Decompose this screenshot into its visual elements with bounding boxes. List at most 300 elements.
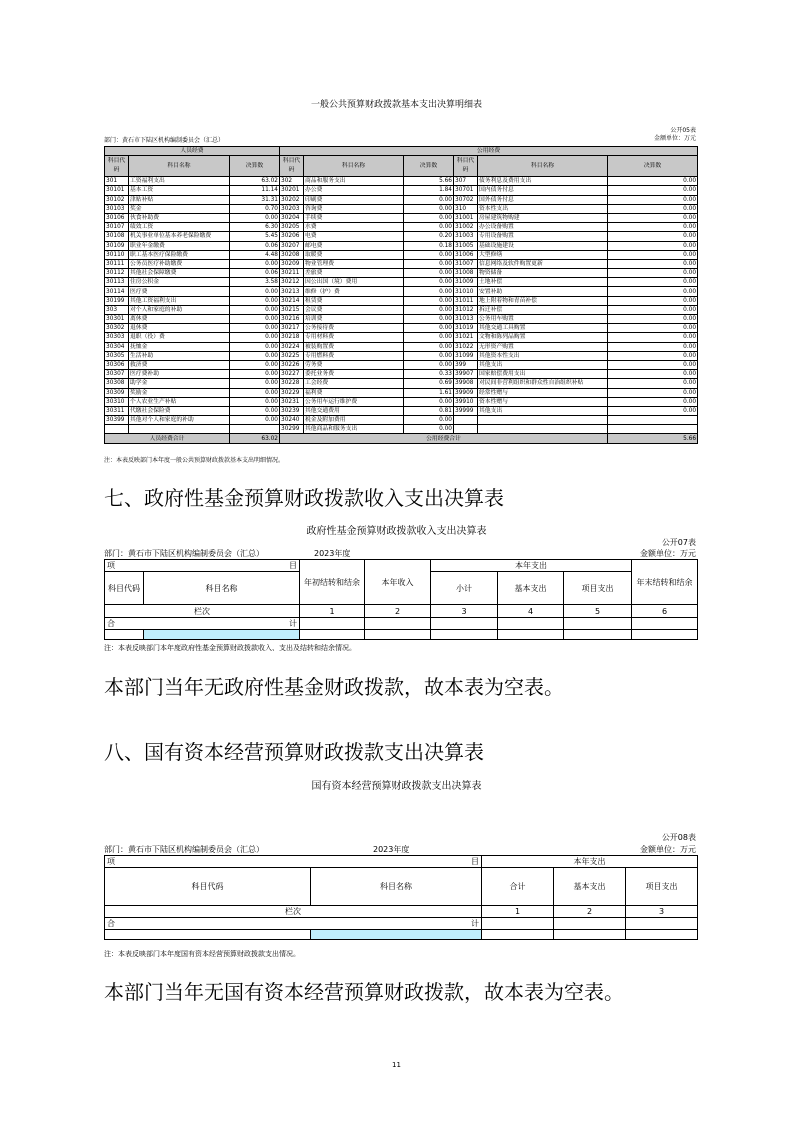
t1-cell-amount: 0.00 <box>230 397 280 406</box>
t1-cell-name: 经常性赠与 <box>478 388 608 397</box>
sec7-header-begin: 年初结转和结余 <box>300 560 365 605</box>
sec7-col-1: 1 <box>300 605 365 618</box>
sec7-col-label: 栏次 <box>105 605 300 618</box>
t1-cell-code: 399 <box>454 360 478 369</box>
t1-cell-code: 31021 <box>454 333 478 342</box>
t1-table-row <box>105 406 698 415</box>
t1-cell-amount: 0.00 <box>608 360 698 369</box>
t1-cell-amount: 0.00 <box>608 388 698 397</box>
t1-cell-code: 30225 <box>280 351 304 360</box>
sec8-title: 国有资本经营预算财政拨款支出决算表 <box>311 781 482 792</box>
sec7-cell <box>431 630 498 640</box>
t1-cell-name: 其他支出 <box>478 406 608 415</box>
t1-cell-name: 维修（护）费 <box>304 287 404 296</box>
sec8-dept: 部门：黄石市下陆区机构编制委员会（汇总） <box>104 845 264 854</box>
t1-cell-amount: 0.00 <box>608 379 698 388</box>
t1-cell-amount: 0.00 <box>404 213 454 222</box>
t1-cell-code: 30215 <box>280 305 304 314</box>
sec8-header-project: 项目支出 <box>626 868 698 906</box>
t1-cell-name: 电费 <box>304 232 404 241</box>
t1-cell-code <box>454 425 478 434</box>
t1-cell-name: 公务用车购置 <box>478 315 608 324</box>
sec7-total-label-2: 计 <box>289 619 297 628</box>
t1-cell-code: 301 <box>105 177 129 186</box>
sec7-header-subtotal: 小计 <box>431 572 498 605</box>
t1-cell-amount: 0.00 <box>230 259 280 268</box>
t1-header-code: 科目代码 <box>454 156 478 177</box>
t1-header-code: 科目代码 <box>280 156 304 177</box>
t1-cell-code: 39909 <box>454 388 478 397</box>
sec7-header-project: 项目支出 <box>564 572 632 605</box>
t1-cell-code: 30108 <box>105 232 129 241</box>
t1-cell-code: 39999 <box>454 406 478 415</box>
sec7-col-4: 4 <box>498 605 564 618</box>
sec7-header-basic: 基本支出 <box>498 572 564 605</box>
t1-cell-code: 30308 <box>105 379 129 388</box>
sec7-item-label: 项 <box>107 561 115 570</box>
t1-unit: 金额单位：万元 <box>653 135 696 142</box>
sec7-cell <box>632 630 698 640</box>
t1-cell-amount: 0.00 <box>404 204 454 213</box>
t1-cell-code: 30211 <box>280 269 304 278</box>
t1-cell-name: 房屋建筑物购建 <box>478 213 608 222</box>
t1-cell-name: 其他工资福利支出 <box>129 296 230 305</box>
t1-cell-name: 其他交通费用 <box>304 406 404 415</box>
t1-cell-name: 税金及附加费用 <box>304 416 404 425</box>
sec8-cell <box>626 918 698 930</box>
t1-cell-name: 因公出国（境）费用 <box>304 278 404 287</box>
t1-header-name: 科目名称 <box>304 156 404 177</box>
t1-cell-amount: 0.00 <box>608 232 698 241</box>
t1-cell-amount: 0.33 <box>404 370 454 379</box>
sec8-cell-highlight <box>311 930 482 940</box>
t1-cell-code: 30307 <box>105 370 129 379</box>
t1-cell-name: 住房公积金 <box>129 278 230 287</box>
t1-cell-code: 30218 <box>280 333 304 342</box>
t1-cell-amount: 0.00 <box>404 333 454 342</box>
sec8-table <box>104 855 698 940</box>
sec8-col-3: 3 <box>626 906 698 918</box>
t1-cell-name: 公务员医疗补助缴费 <box>129 259 230 268</box>
t1-cell-name: 对个人和家庭的补助 <box>129 305 230 314</box>
t1-cell-code: 30202 <box>280 195 304 204</box>
t1-cell-code: 39910 <box>454 397 478 406</box>
t1-table-row <box>105 425 698 434</box>
t1-table-row <box>105 186 698 195</box>
t1-cell-name: 抚恤金 <box>129 342 230 351</box>
t1-cell-name: 拆迁补偿 <box>478 305 608 314</box>
t1-cell-code: 302 <box>280 177 304 186</box>
t1-cell-code: 30207 <box>280 241 304 250</box>
t1-cell-code: 30208 <box>280 250 304 259</box>
t1-cell-code: 30204 <box>280 213 304 222</box>
t1-cell-amount: 0.00 <box>608 213 698 222</box>
t1-cell-amount: 0.00 <box>608 204 698 213</box>
t1-cell-name: 土地补偿 <box>478 278 608 287</box>
t1-cell-code: 30206 <box>280 232 304 241</box>
t1-table-row <box>105 223 698 232</box>
t1-cell-amount <box>608 425 698 434</box>
t1-cell-amount: 0.00 <box>404 269 454 278</box>
sec7-total-label: 合 <box>107 619 115 628</box>
t1-cell-amount: 0.00 <box>230 388 280 397</box>
t1-cell-name: 离休费 <box>129 315 230 324</box>
sec7-col-6: 6 <box>632 605 698 618</box>
t1-cell-amount: 0.00 <box>404 278 454 287</box>
t1-cell-name: 职业年金缴费 <box>129 241 230 250</box>
t1-table-row <box>105 379 698 388</box>
t1-cell-amount <box>230 425 280 434</box>
t1-total-personnel: 63.02 <box>230 434 280 443</box>
t1-cell-amount: 0.00 <box>230 416 280 425</box>
t1-cell-name: 商品和服务支出 <box>304 177 404 186</box>
sec8-total-label-2: 计 <box>471 919 479 928</box>
t1-cell-code: 30226 <box>280 360 304 369</box>
sec8-header-expense: 本年支出 <box>482 856 698 868</box>
sec8-total-label: 合 <box>107 919 115 928</box>
t1-cell-code: 30205 <box>280 223 304 232</box>
t1-cell-code: 30229 <box>280 388 304 397</box>
sec7-unit: 金额单位：万元 <box>640 549 696 558</box>
t1-header-amount: 决算数 <box>608 156 698 177</box>
t1-cell-name: 专用材料费 <box>304 333 404 342</box>
t1-title: 一般公共预算财政拨款基本支出决算明细表 <box>310 100 482 110</box>
sec7-title: 政府性基金预算财政拨款收入支出决算表 <box>306 526 487 537</box>
t1-cell-name: 无形资产购置 <box>478 342 608 351</box>
t1-cell-code: 31001 <box>454 213 478 222</box>
t1-cell-name: 专用燃料费 <box>304 351 404 360</box>
t1-cell-amount: 1.84 <box>404 186 454 195</box>
t1-cell-amount: 0.00 <box>230 379 280 388</box>
t1-cell-name: 大型修缮 <box>478 250 608 259</box>
t1-cell-amount: 0.00 <box>404 315 454 324</box>
t1-cell-amount: 5.66 <box>404 177 454 186</box>
t1-cell-amount: 0.00 <box>608 315 698 324</box>
t1-cell-name: 奖励金 <box>129 388 230 397</box>
t1-cell-code: 30114 <box>105 287 129 296</box>
t1-cell-name: 其他支出 <box>478 360 608 369</box>
t1-cell-amount: 0.00 <box>230 305 280 314</box>
t1-cell-code: 31003 <box>454 232 478 241</box>
t1-cell-name: 物资储备 <box>478 269 608 278</box>
t1-cell-amount: 0.00 <box>608 269 698 278</box>
t1-cell-amount: 0.00 <box>230 370 280 379</box>
t1-cell-amount: 0.00 <box>608 305 698 314</box>
t1-cell-code: 31010 <box>454 287 478 296</box>
t1-cell-name: 其他交通工具购置 <box>478 324 608 333</box>
t1-cell-code: 30239 <box>280 406 304 415</box>
t1-cell-amount: 0.00 <box>608 287 698 296</box>
t1-table-row <box>105 296 698 305</box>
t1-cell-name: 债务利息及费用支出 <box>478 177 608 186</box>
t1-cell-amount: 11.14 <box>230 186 280 195</box>
t1-cell-amount: 0.00 <box>230 333 280 342</box>
sec8-item-label-2: 目 <box>471 857 479 866</box>
t1-table-row <box>105 388 698 397</box>
t1-cell-name: 机关事业单位基本养老保险缴费 <box>129 232 230 241</box>
sec7-header-end: 年末结转和结余 <box>632 560 698 605</box>
sec7-col-5: 5 <box>564 605 632 618</box>
t1-cell-code: 30309 <box>105 388 129 397</box>
sec7-header-income: 本年收入 <box>365 560 431 605</box>
t1-cell-amount: 0.00 <box>404 351 454 360</box>
t1-cell-name <box>478 416 608 425</box>
t1-cell-amount: 0.00 <box>230 360 280 369</box>
t1-cell-amount: 0.69 <box>404 379 454 388</box>
t1-header-name: 科目名称 <box>478 156 608 177</box>
sec7-note: 注：本表反映部门本年度政府性基金预算财政拨款收入、支出及结转和结余情况。 <box>104 644 356 652</box>
t1-cell-amount: 0.00 <box>608 259 698 268</box>
t1-table-row <box>105 177 698 186</box>
t1-cell-code: 30107 <box>105 223 129 232</box>
t1-cell-amount: 0.00 <box>404 342 454 351</box>
t1-cell-name: 退职（役）费 <box>129 333 230 342</box>
t1-table-row <box>105 397 698 406</box>
t1-cell-name: 培训费 <box>304 315 404 324</box>
t1-cell-amount: 4.48 <box>230 250 280 259</box>
t1-cell-code: 303 <box>105 305 129 314</box>
t1-cell-code: 30217 <box>280 324 304 333</box>
t1-cell-code: 30103 <box>105 204 129 213</box>
sec8-item-header <box>105 856 482 868</box>
t1-cell-code: 31099 <box>454 351 478 360</box>
t1-cell-name: 办公费 <box>304 186 404 195</box>
sec7-year: 2023年度 <box>314 549 351 558</box>
t1-cell-amount: 0.00 <box>230 315 280 324</box>
t1-cell-code: 31012 <box>454 305 478 314</box>
t1-table-row <box>105 287 698 296</box>
sec7-code: 公开07表 <box>661 538 696 547</box>
t1-cell-name: 地上附着物和青苗补偿 <box>478 296 608 305</box>
t1-cell-name: 劳务费 <box>304 360 404 369</box>
t1-cell-amount: 0.18 <box>404 241 454 250</box>
t1-table-row <box>105 370 698 379</box>
t1-cell-name: 邮电费 <box>304 241 404 250</box>
sec7-dept: 部门：黄石市下陆区机构编制委员会（汇总） <box>104 549 264 558</box>
t1-table-row <box>105 416 698 425</box>
t1-cell-code: 39908 <box>454 379 478 388</box>
sec8-code: 公开08表 <box>661 833 696 842</box>
sec7-empty-text: 本部门当年无政府性基金财政拨款，故本表为空表。 <box>104 675 564 699</box>
t1-cell-name: 生活补助 <box>129 351 230 360</box>
t1-table-row <box>105 351 698 360</box>
t1-cell-code: 31008 <box>454 269 478 278</box>
t1-cell-amount: 0.00 <box>608 397 698 406</box>
sec8-unit: 金额单位：万元 <box>640 845 696 854</box>
t1-cell-amount: 1.61 <box>404 388 454 397</box>
t1-cell-code: 30227 <box>280 370 304 379</box>
t1-cell-amount: 0.00 <box>404 305 454 314</box>
t1-cell-code: 30101 <box>105 186 129 195</box>
t1-cell-name: 工会经费 <box>304 379 404 388</box>
t1-cell-code: 30231 <box>280 397 304 406</box>
t1-cell-amount: 0.00 <box>608 333 698 342</box>
t1-cell-code: 31007 <box>454 259 478 268</box>
t1-header-amount: 决算数 <box>230 156 280 177</box>
t1-cell-amount: 0.00 <box>608 195 698 204</box>
t1-cell-code: 30224 <box>280 342 304 351</box>
t1-cell-amount: 0.00 <box>230 287 280 296</box>
sec8-cell <box>105 930 311 940</box>
sec8-header-sum: 合计 <box>482 868 554 906</box>
t1-cell-name: 委托业务费 <box>304 370 404 379</box>
t1-cell-code: 31022 <box>454 342 478 351</box>
t1-cell-name: 伙食补助费 <box>129 213 230 222</box>
t1-cell-name: 福利费 <box>304 388 404 397</box>
sec7-item-label-2: 目 <box>289 561 297 570</box>
sec7-cell <box>300 630 365 640</box>
t1-cell-name: 手续费 <box>304 213 404 222</box>
t1-cell-name: 基础设施建设 <box>478 241 608 250</box>
t1-cell-code: 30299 <box>280 425 304 434</box>
t1-cell-code: 30301 <box>105 315 129 324</box>
t1-total-public-label: 公用经费合计 <box>280 434 608 443</box>
page-number: 11 <box>392 1061 401 1069</box>
t1-cell-name: 国外债务付息 <box>478 195 608 204</box>
t1-table-row <box>105 342 698 351</box>
t1-cell-code: 30216 <box>280 315 304 324</box>
sec7-cell <box>498 630 564 640</box>
sec8-header-code: 科目代码 <box>105 868 311 906</box>
sec8-header-basic: 基本支出 <box>554 868 626 906</box>
t1-cell-code: 30214 <box>280 296 304 305</box>
sec8-empty-text: 本部门当年无国有资本经营预算财政拨款，故本表为空表。 <box>104 980 624 1004</box>
sec8-cell <box>554 918 626 930</box>
t1-cell-amount: 0.00 <box>404 296 454 305</box>
sec7-cell <box>105 630 144 640</box>
t1-cell-amount: 0.81 <box>404 406 454 415</box>
sec7-cell <box>632 618 698 630</box>
t1-cell-name: 代缴社会保险费 <box>129 406 230 415</box>
t1-table-row <box>105 360 698 369</box>
t1-cell-code: 30209 <box>280 259 304 268</box>
t1-cell-name: 水费 <box>304 223 404 232</box>
t1-code: 公开05表 <box>670 127 696 134</box>
t1-cell-code: 30240 <box>280 416 304 425</box>
t1-total-personnel-label: 人员经费合计 <box>105 434 230 443</box>
t1-cell-amount: 0.00 <box>608 370 698 379</box>
sec7-header-name: 科目名称 <box>144 572 300 605</box>
sec7-col-3: 3 <box>431 605 498 618</box>
t1-cell-code: 31019 <box>454 324 478 333</box>
t1-cell-amount: 0.00 <box>404 324 454 333</box>
t1-cell-amount <box>608 416 698 425</box>
t1-cell-amount: 0.00 <box>404 416 454 425</box>
t1-cell-name: 物业管理费 <box>304 259 404 268</box>
t1-cell-code: 31013 <box>454 315 478 324</box>
t1-header-code: 科目代码 <box>105 156 129 177</box>
t1-cell-name: 其他对个人和家庭的补助 <box>129 416 230 425</box>
t1-cell-amount: 0.00 <box>230 406 280 415</box>
t1-cell-amount: 0.70 <box>230 204 280 213</box>
sec8-cell <box>482 930 554 940</box>
t1-cell-code: 30203 <box>280 204 304 213</box>
t1-cell-code: 30201 <box>280 186 304 195</box>
sec8-header-name: 科目名称 <box>311 868 482 906</box>
t1-cell-code: 31009 <box>454 278 478 287</box>
t1-cell-name: 医疗费 <box>129 287 230 296</box>
t1-cell-amount: 0.00 <box>404 425 454 434</box>
t1-cell-name: 助学金 <box>129 379 230 388</box>
t1-cell-amount: 0.00 <box>230 351 280 360</box>
t1-cell-amount: 0.00 <box>404 223 454 232</box>
t1-cell-name: 对民间非营利组织和群众性自治组织补贴 <box>478 379 608 388</box>
t1-cell-amount: 0.00 <box>404 195 454 204</box>
sec8-total-row <box>105 918 482 930</box>
t1-cell-amount: 3.58 <box>230 278 280 287</box>
t1-cell-amount: 0.00 <box>608 406 698 415</box>
t1-cell-code: 30111 <box>105 259 129 268</box>
t1-cell-name: 国家赔偿费用支出 <box>478 370 608 379</box>
t1-cell-name: 办公设备购置 <box>478 223 608 232</box>
t1-cell-name: 个人农业生产补贴 <box>129 397 230 406</box>
t1-cell-code: 30113 <box>105 278 129 287</box>
t1-cell-amount: 0.00 <box>608 223 698 232</box>
sec7-header-code: 科目代码 <box>105 572 144 605</box>
sec7-total-row <box>105 618 300 630</box>
t1-cell-name: 差旅费 <box>304 269 404 278</box>
t1-cell-name: 其他商品和服务支出 <box>304 425 404 434</box>
t1-header-name: 科目名称 <box>129 156 230 177</box>
t1-cell-name: 职工基本医疗保险缴费 <box>129 250 230 259</box>
t1-cell-code: 30305 <box>105 351 129 360</box>
t1-cell-name: 救济费 <box>129 360 230 369</box>
sec7-cell <box>300 618 365 630</box>
t1-cell-amount: 0.00 <box>404 259 454 268</box>
t1-table-row <box>105 213 698 222</box>
t1-cell-code: 30701 <box>454 186 478 195</box>
t1-cell-code: 30110 <box>105 250 129 259</box>
t1-cell-code: 30702 <box>454 195 478 204</box>
t1-cell-name: 医疗费补助 <box>129 370 230 379</box>
t1-cell-name: 资本性赠与 <box>478 397 608 406</box>
t1-cell-amount: 0.00 <box>230 213 280 222</box>
t1-cell-code: 30306 <box>105 360 129 369</box>
sec7-cell <box>365 618 431 630</box>
sec7-heading: 七、政府性基金预算财政拨款收入支出决算表 <box>104 486 504 510</box>
t1-cell-code: 30112 <box>105 269 129 278</box>
t1-cell-name: 安置补助 <box>478 287 608 296</box>
sec7-table <box>104 559 698 640</box>
t1-cell-name: 工资福利支出 <box>129 177 230 186</box>
sec7-cell <box>498 618 564 630</box>
t1-cell-amount: 0.00 <box>608 324 698 333</box>
t1-cell-code: 30303 <box>105 333 129 342</box>
t1-table-row <box>105 324 698 333</box>
t1-cell-amount: 63.02 <box>230 177 280 186</box>
sec8-cell <box>554 930 626 940</box>
t1-cell-code: 30199 <box>105 296 129 305</box>
t1-cell-name: 退休费 <box>129 324 230 333</box>
t1-cell-amount: 0.06 <box>230 241 280 250</box>
t1-header-personnel: 人员经费 <box>105 147 280 156</box>
t1-total-public: 5.66 <box>608 434 698 443</box>
t1-cell-code: 30311 <box>105 406 129 415</box>
t1-dept: 部门：黄石市下陆区机构编制委员会（汇总） <box>104 137 225 144</box>
t1-cell-amount: 0.00 <box>230 342 280 351</box>
sec8-cell <box>626 930 698 940</box>
t1-cell-code: 31005 <box>454 241 478 250</box>
t1-cell-amount: 0.00 <box>608 342 698 351</box>
t1-total-row <box>105 434 698 443</box>
sec7-cell <box>431 618 498 630</box>
t1-header-public: 公用经费 <box>280 147 698 156</box>
t1-cell-name: 会议费 <box>304 305 404 314</box>
t1-cell-amount: 0.00 <box>608 296 698 305</box>
sec8-note: 注：本表反映部门本年度国有资本经营预算财政拨款支出情况。 <box>104 950 300 958</box>
t1-cell-amount: 5.45 <box>230 232 280 241</box>
t1-cell-name: 被装购置费 <box>304 342 404 351</box>
